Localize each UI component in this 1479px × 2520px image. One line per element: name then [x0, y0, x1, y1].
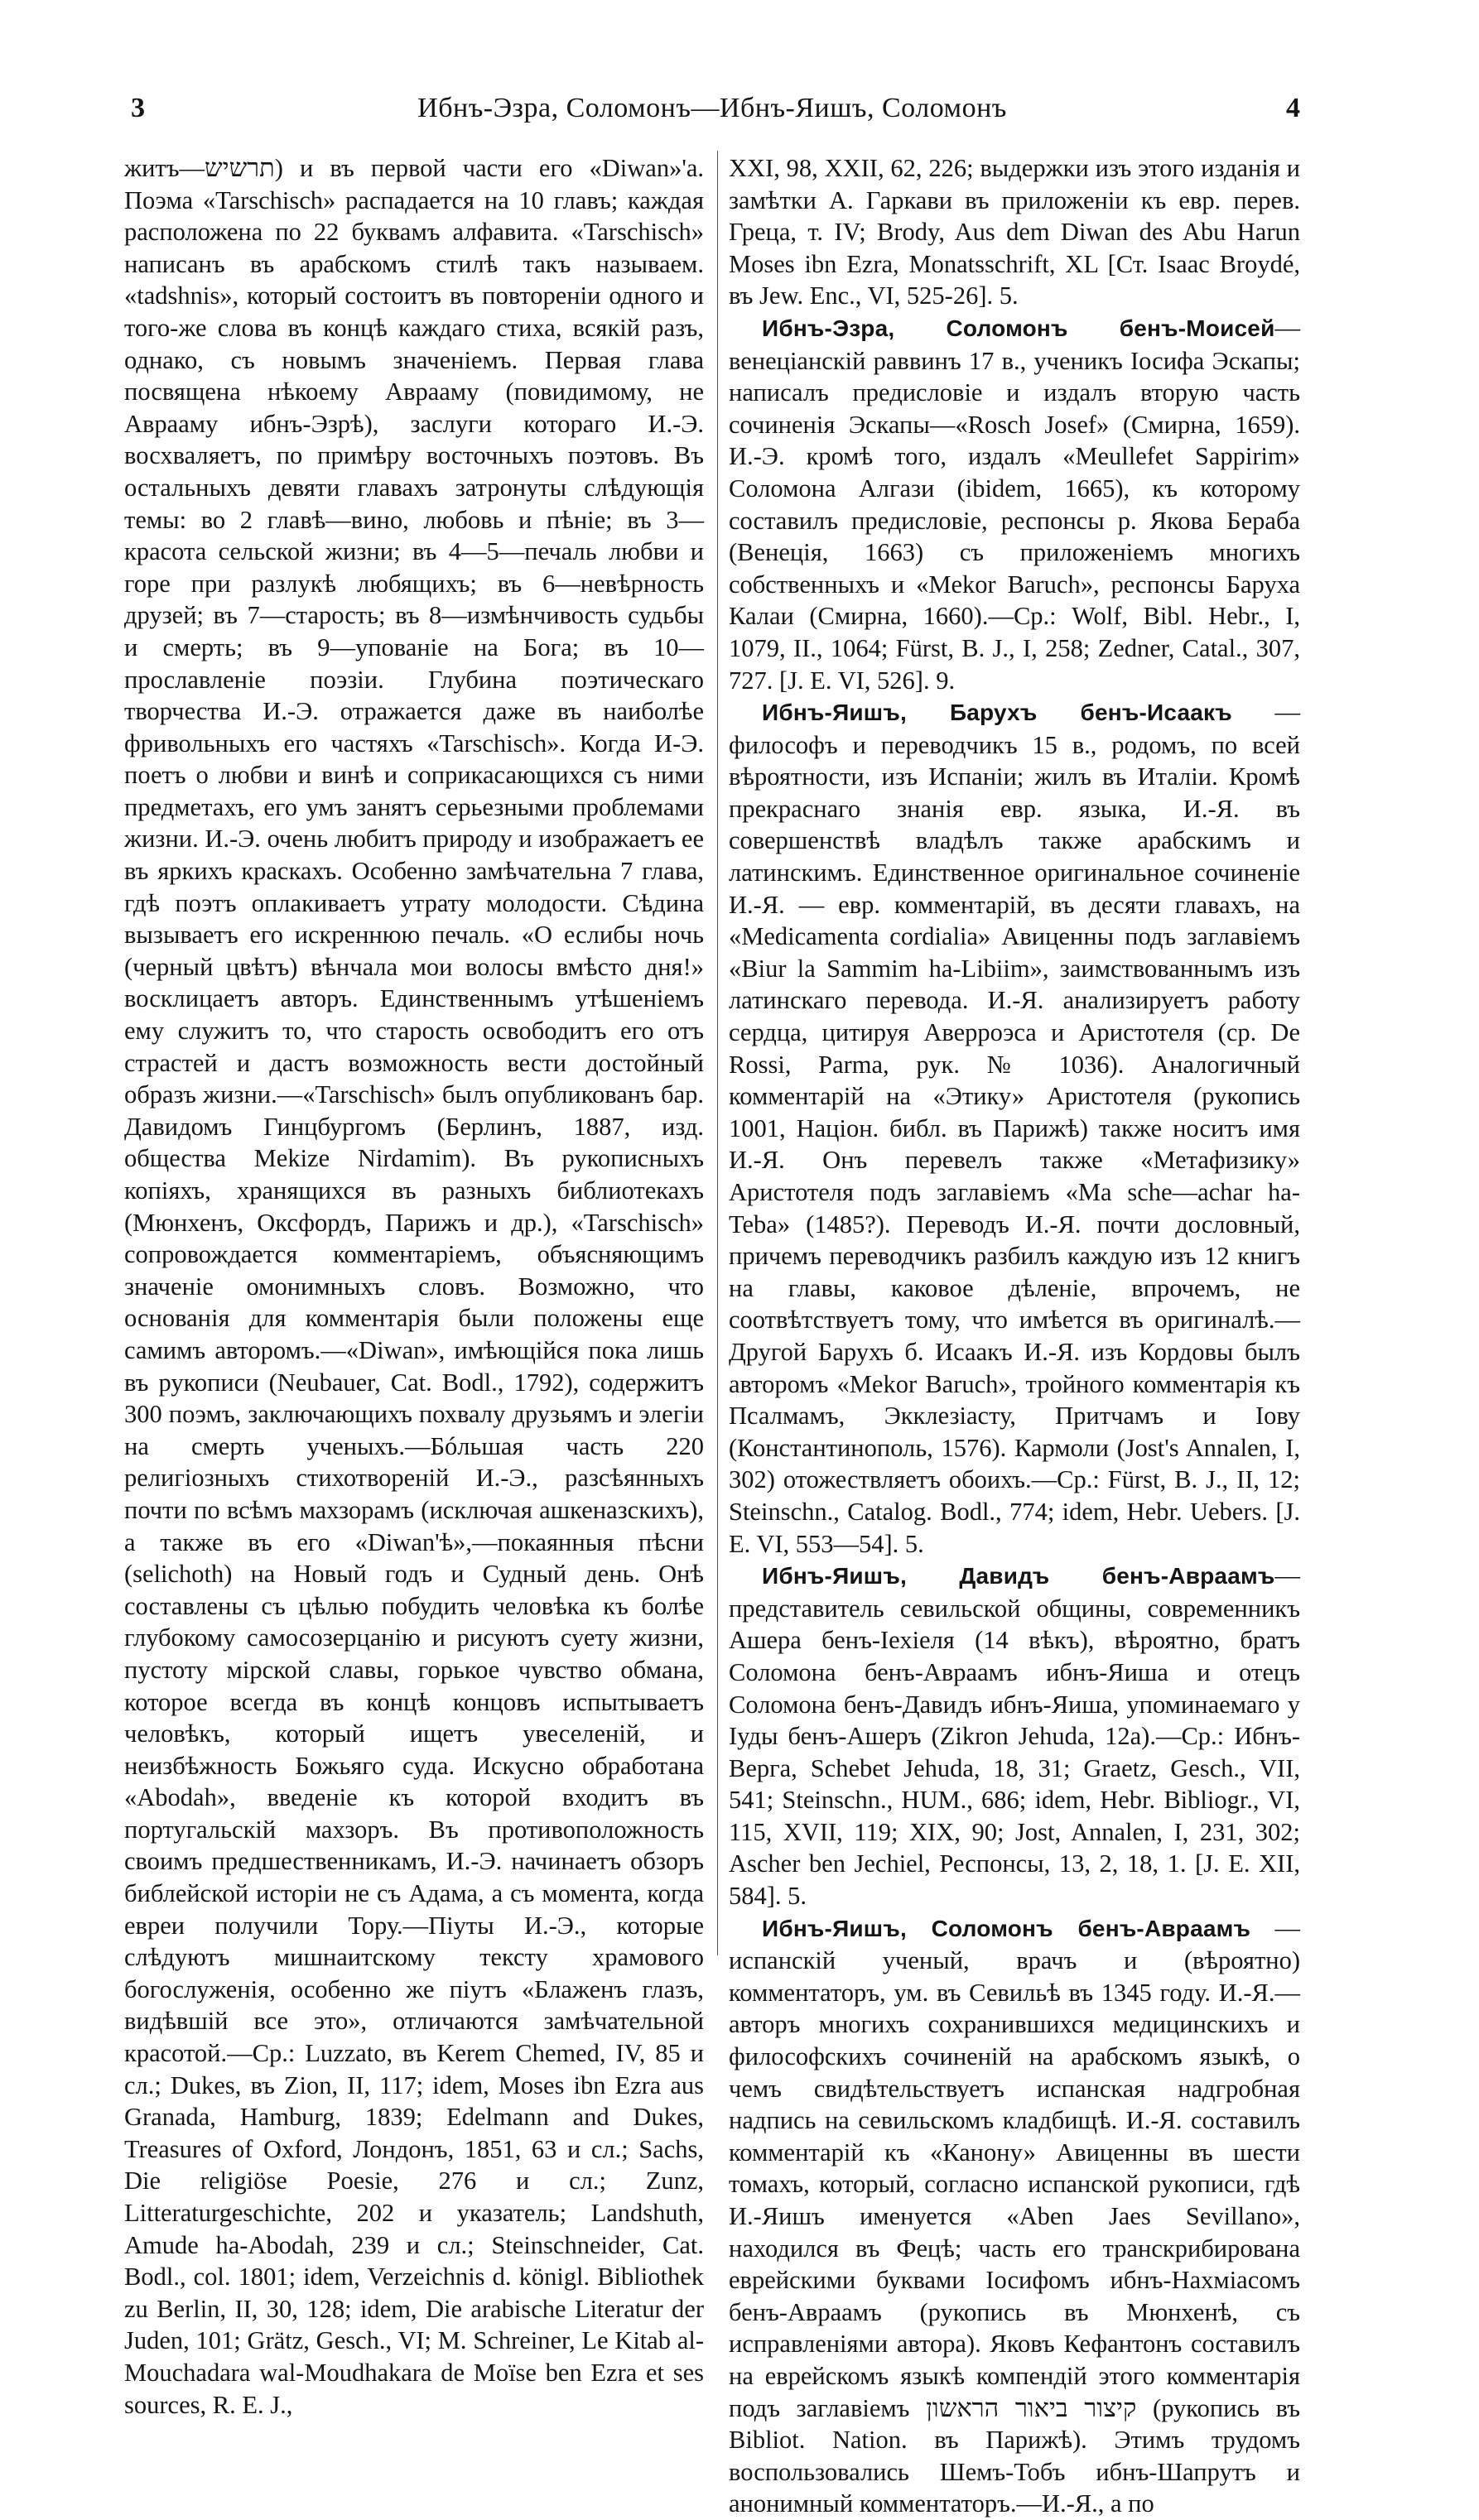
entry-text: —венеціанскій раввинъ 17 в., ученикъ Іосифа Эскапы; написалъ предисловіе и издалъ вторую часть сочиненія Эскапы—«Rosch Josef» (Смирна, 1659). И.-Э. кромѣ того, издалъ «Meullefet Sappirim» Соломона Алгази (ibidem, 1665), къ которому составилъ предисловіе, респонсы р. Якова Бераба (Венеція, 1663) съ приложеніемъ многихъ собственныхъ и «Mekor Baruch», респонсы Баруха Калаи (Смирна, 1660).—Ср.: Wolf, Bibl. Hebr., I, 1079, II., 1064; Fürst, B. J., I, 258; Zedner, Catal., 307, 727. [J. E. VI, 526]. 9.: [729, 313, 1300, 695]
entry-heading: Ибнъ-Яишъ, Соломонъ бенъ-Авраамъ: [762, 1915, 1251, 1941]
right-column: [729, 152, 1301, 2518]
entry-ibn-yaish-solomon-ben-abraham: [729, 1912, 1300, 2520]
entry-text: — философъ и переводчикъ 15 в., родомъ, по всей вѣроятности, изъ Испаніи; жилъ въ Италіи. Кромѣ прекраснаго знанія евр. языка, И.-Я. въ совершенствѣ владѣлъ также арабскимъ и латинскимъ. Единственное оригинальное сочиненіе И.-Я. — евр. комментарій, въ десяти главахъ, на «Medicamenta cordialia» Авиценны подъ заглавіемъ «Biur la Sammim ha-Libiim», заимствованнымъ изъ латинскаго перевода. И.-Я. анализируетъ работу сердца, цитируя Аверроэса и Аристотеля (ср. De Rossi, Parma, рук. № 1036). Аналогичный комментарій на «Этику» Аристотеля (рукопись 1001, Націон. библ. въ Парижѣ) также носитъ имя И.-Я. Онъ перевелъ также «Метафизику» Аристотеля подъ заглавіемъ «Ma sche—achar ha-Teba» (1485?). Переводъ И.-Я. почти дословный, причемъ переводчикъ разбилъ каждую изъ 12 книгъ на главы, каковое дѣленіе, впрочемъ, не соотвѣтствуетъ тому, что имѣется въ оригиналѣ.—Другой Барухъ б. Исаакъ И.-Я. изъ Кордовы былъ авторомъ «Mekor Baruch», тройного комментарія къ Псалмамъ, Экклезіасту, Притчамъ и Іову (Константинополь, 1576). Кармоли (Jost's Annalen, I, 302) отожествляетъ обоихъ.—Ср.: Fürst, B. J., II, 12; Steinschn., Catalog. Bodl., 774; idem, Hebr. Uebers. [J. E. VI, 553—54]. 5.: [729, 698, 1301, 1558]
entry-ibn-yaish-david-ben-abraham: [729, 1560, 1300, 1912]
left-column-text: житъ—תרשיש) и въ первой части его «Diwan»'а. Поэма «Tarschisch» распадается на 10 главъ; каждая расположена по 22 буквамъ алфавита. «Tarschisch» написанъ въ арабскомъ стилѣ такъ называем. «tadshnis», который состоитъ въ повтореніи одного и того-же слова въ концѣ каждаго стиха, всякій разъ, однако, съ новымъ значеніемъ. Первая глава посвящена нѣкоему Аврааму (повидимому, не Аврааму ибнъ-Эзрѣ), заслуги котораго И.-Э. восхваляетъ, по примѣру восточныхъ поэтовъ. Въ остальныхъ девяти главахъ затронуты слѣдующія темы: во 2 главѣ—вино, любовь и пѣніе; въ 3—красота сельской жизни; въ 4—5—печаль любви и горе при разлукѣ любящихъ; въ 6—невѣрность друзей; въ 7—старость; въ 8—измѣнчивость судьбы и смерть; въ 9—упованіе на Бога; въ 10—прославленіе поэзіи. Глубина поэтическаго творчества И.-Э. отражается даже въ наиболѣе фривольныхъ его частяхъ «Tarschisch». Когда И-Э. поетъ о любви и винѣ и соприкасающихся съ ними предметахъ, его умъ занятъ серьезными проблемами жизни. И.-Э. очень любитъ природу и изображаетъ ее въ яркихъ краскахъ. Особенно замѣчательна 7 глава, гдѣ поэтъ оплакиваетъ утрату молодости. Сѣдина вызываетъ его искреннюю печаль. «О еслибы ночь (черный цвѣтъ) вѣнчала мои волосы вмѣсто дня!» восклицаетъ авторъ. Единственнымъ утѣшеніемъ ему служитъ то, что старость освободитъ его отъ страстей и дастъ возможность вести достойный образъ жизни.—«Tarschisch» былъ опубликованъ бар. Давидомъ Гинцбургомъ (Берлинъ, 1887, изд. общества Mekize Nirdamim). Въ рукописныхъ копіяхъ, хранящихся въ разныхъ библиотекахъ (Мюнхенъ, Оксфордъ, Парижъ и др.), «Tarschisch» сопровождается комментаріемъ, объясняющимъ значеніе омонимныхъ словъ. Возможно, что основанія для комментарія были положены еще самимъ авторомъ.—«Diwan», имѣющійся пока лишь въ рукописи (Neubauer, Cat. Bodl., 1792), содержитъ 300 поэмъ, заключающихъ похвалу друзьямъ и элегіи на смерть ученыхъ.—Бóльшая часть 220 религіозныхъ стихотвореній И.-Э., разсѣянныхъ почти по всѣмъ махзорамъ (исключая ашкеназскихъ), а также въ его «Diwan'ѣ»,—покаянныя пѣсни (selichoth) на Новый годъ и Судный день. Онѣ составлены съ цѣлью побудить человѣка къ болѣе глубокому самосозерцанію и рисуютъ суету жизни, пустоту мірской славы, горькое чувство обмана, которое всегда въ концѣ концовъ испытываетъ человѣкъ, который ищетъ увеселеній, и неизбѣжность Божьяго суда. Искусно обработана «Abodah», введеніе къ которой входитъ въ португальскій махзоръ. Въ противоположность своимъ предшественникамъ, И.-Э. начинаетъ обзоръ библейской исторіи не съ Адама, а съ момента, когда евреи получили Тору.—Піуты И.-Э., которые слѣдуютъ мишнаитскому тексту храмового богослуженія, особенно же піутъ «Блаженъ глазъ, видѣвшій все это», отличаются замѣчательной красотой.—Ср.: Luzzato, въ Kerem Chemed, IV, 85 и сл.; Dukes, въ Zion, II, 117; idem, Moses ibn Ezra aus Granada, Hamburg, 1839; Edelmann and Dukes, Treasures of Oxford, Лондонъ, 1851, 63 и сл.; Sachs, Die religiöse Poesie, 276 и сл.; Zunz, Litteraturgeschichte, 202 и указатель; Landshuth, Amude ha-Abodah, 239 и сл.; Steinschneider, Cat. Bodl., col. 1801; idem, Verzeichnis d. königl. Bibliothek zu Berlin, II, 30, 128; idem, Die arabische Literatur der Juden, 101; Grätz, Gesch., VI; M. Schreiner, Le Kitab al-Mouchadara wal-Moudhakara de Moïse ben Ezra et ses sources, R. E. J.,: [124, 154, 704, 2419]
right-page-number: 4: [1286, 93, 1300, 123]
left-column: [124, 152, 704, 2419]
entry-heading: Ибнъ-Эзра, Соломонъ бенъ-Моисей: [762, 315, 1275, 341]
entry-heading: Ибнъ-Яишъ, Давидъ бенъ-Авраамъ: [762, 1563, 1275, 1589]
running-title: Ибнъ-Эзра, Соломонъ—Ибнъ-Яишъ, Соломонъ: [417, 93, 1007, 123]
entry-text: —представитель севильской общины, современникъ Ашера бенъ-Іехіеля (14 вѣкъ), вѣроятно, братъ Соломона бенъ-Авраамъ ибнъ-Яиша и отецъ Соломона бенъ-Давидъ ибнъ-Яиша, упоминаемаго у Іуды бенъ-Ашеръ (Zikron Jehuda, 12а).—Ср.: Ибнъ-Верга, Schebet Jehuda, 18, 31; Graetz, Gesch., VII, 541; Steinschn., HUM., 686; idem, Hebr. Bibliogr., VI, 115, XVII, 119; XIX, 90; Jost, Annalen, I, 231, 302; Ascher ben Jechiel, Респонсы, 13, 2, 18, 1. [J. E. XII, 584]. 5.: [729, 1561, 1300, 1911]
entry-text: — испанскій ученый, врачъ и (вѣроятно) комментаторъ, ум. въ Севильѣ въ 1345 году. И.-Я.—авторъ многихъ сохранившихся медицинскихъ и философскихъ сочиненій на арабскомъ языкѣ, о чемъ свидѣтельствуетъ испанская надгробная надпись на севильскомъ кладбищѣ. И.-Я. составилъ комментарій къ «Канону» Авиценны въ шести томахъ, который, согласно испанской рукописи, гдѣ И.-Яишъ именуется «Aben Jaes Sevillano», находился въ Фецѣ; часть его транскрибирована еврейскими буквами Іосифомъ ибнъ-Нахміасомъ бенъ-Авраамъ (рукопись въ Мюнхенѣ, съ исправленіями автора). Яковъ Кефантонъ составилъ на еврейскомъ языкѣ компендій этого комментарія подъ заглавіемъ קיצור ביאור הראשון (рукопись въ Bibliot. Nation. въ Парижѣ). Этимъ трудомъ воспользовались Шемъ-Тобъ ибнъ-Шапрутъ и анонимный комментаторъ.—И.-Я., а по: [729, 1913, 1301, 2518]
right-column-continuation: XXI, 98, XXII, 62, 226; выдержки изъ этого изданія и замѣтки А. Гаркави въ приложеніи къ евр. перев. Греца, т. IV; Brody, Aus dem Diwan des Abu Harun Moses ibn Ezra, Monatsschrift, XL [Ст. Isaac Broydé, въ Jew. Enc., VI, 525-26]. 5.: [729, 154, 1300, 310]
entry-heading: Ибнъ-Яишъ, Барухъ бенъ-Исаакъ: [762, 700, 1232, 726]
entry-ibn-yaish-baruch-ben-isaac: [729, 696, 1300, 1560]
left-page-number: 3: [131, 93, 145, 123]
entry-ibn-ezra-solomon-ben-moses: [729, 312, 1300, 696]
page-header: [124, 93, 1300, 134]
column-divider: [717, 151, 718, 1955]
